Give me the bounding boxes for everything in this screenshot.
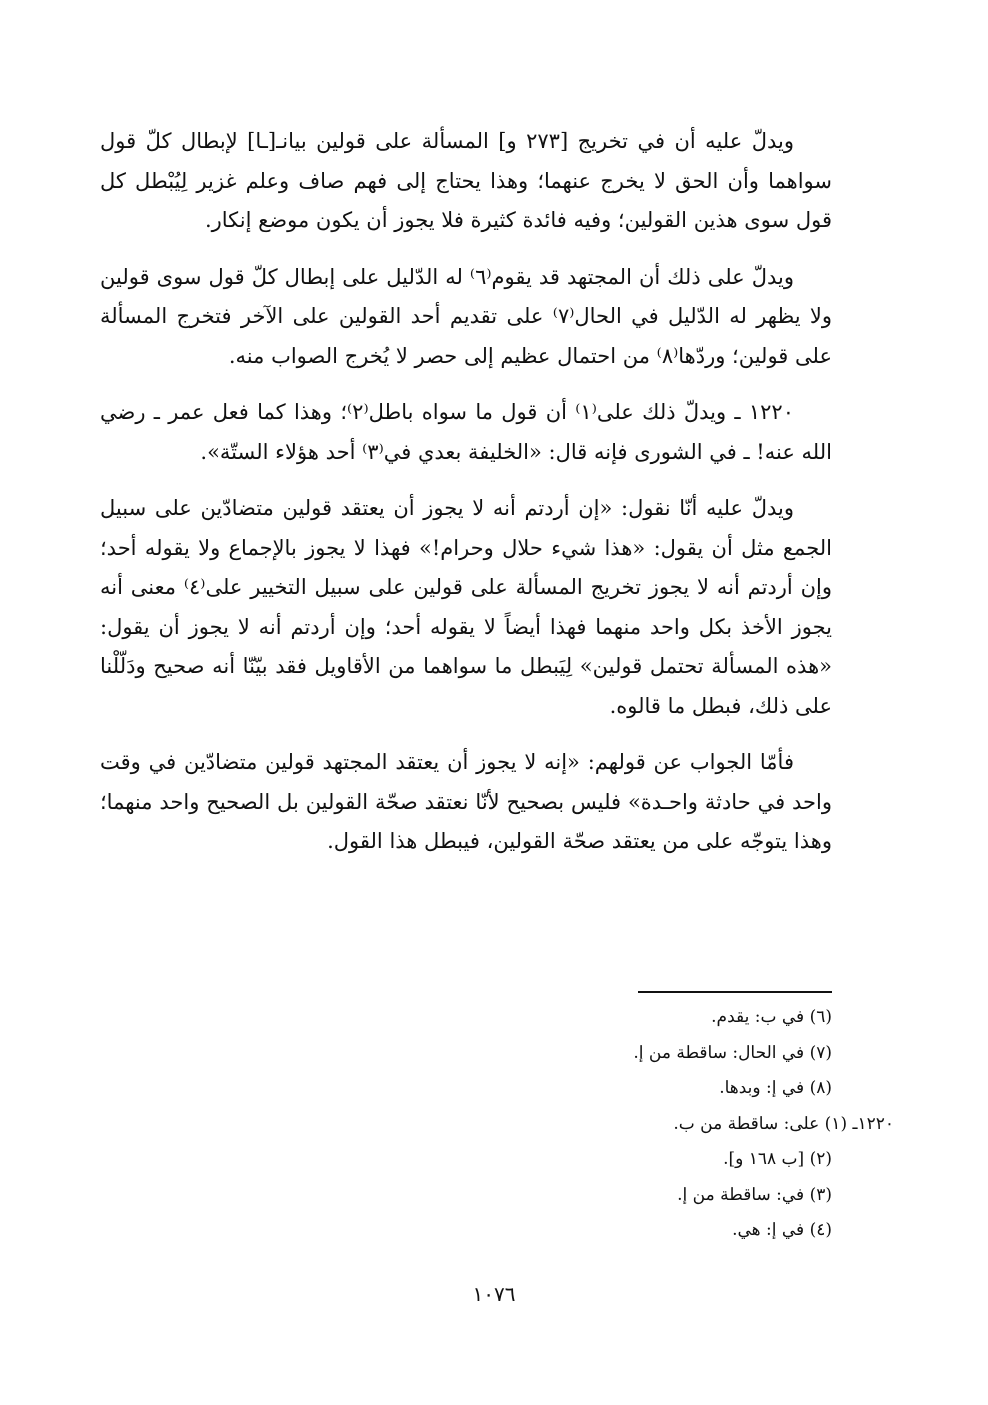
footnotes — [100, 1000, 894, 1249]
footnote-8: (٨) في إ: وبدها. — [719, 1078, 832, 1098]
footnote-1220-1: ١٢٢٠ـ (١) على: ساقطة من ب. — [673, 1113, 894, 1134]
footnote-6: (٦) في ب: يقدم. — [711, 1007, 832, 1027]
page-number: ١٠٧٦ — [472, 1282, 516, 1306]
paragraph-2: ويدلّ على ذلك أن المجتهد قد يقوم⁽٦⁾ له الدّليل على إبطال كلّ قول سوى قولين ولا يظهر له الدّليل في الحال⁽٧⁾ على تقديم أحد القولين على الآخر فتخرج المسألة على قولين؛ وردّها⁽٨⁾ من احتمال عظيم إلى حصر لا يُخرج الصواب منه. — [100, 264, 832, 368]
main-text — [100, 122, 832, 879]
paragraph-3: ١٢٢٠ ـ ويدلّ ذلك على⁽١⁾ أن قول ما سواه باطل⁽٢⁾؛ وهذا كما فعل عمر ـ رضي الله عنه! ـ في الشورى فإنه قال: «الخليفة بعدي في⁽٣⁾ أحد هؤلاء الستّة». — [100, 400, 832, 464]
footnote-1220-3: (٣) في: ساقطة من إ. — [677, 1184, 832, 1205]
paragraph-4: ويدلّ عليه أنّا نقول: «إن أردتم أنه لا يجوز أن يعتقد قولين متضادّين على سبيل الجمع مثل أن يقول: «هذا شيء حلال وحرام!» فهذا لا يجوز بالإجماع ولا يقوله أحد؛ وإن أردتم أنه لا يجوز تخريج المسألة على قولين على سبيل التخيير على⁽٤⁾ معنى أنه يجوز الأخذ بكل واحد منهما فهذا أيضاً لا يقوله أحد؛ وإن أردتم أنه لا يجوز أن يقول: «هذه المسألة تحتمل قولين» لِيَبطل ما سواهما من الأقاويل فقد بيّنّا أنه صحيح ودَلّلْنا على ذلك، فبطل ما قالوه. — [100, 496, 832, 718]
footnote-divider — [638, 991, 832, 993]
footnote-1220-4: (٤) في إ: هي. — [732, 1220, 832, 1240]
paragraph-1: ويدلّ عليه أن في تخريج [٢٧٣ و] المسألة على قولين بيانـ[ـا] لإبطال كلّ قول سواهما وأن الحق لا يخرج عنهما؛ وهذا يحتاج إلى فهم صاف وعلم غزير لِيُبْطل كل قول سوى هذين القولين؛ وفيه فائدة كثيرة فلا يجوز أن يكون موضع إنكار. — [100, 129, 832, 232]
footnote-1220-2: (٢) [ب ١٦٨ و]. — [723, 1149, 832, 1169]
footnote-7: (٧) في الحال: ساقطة من إ. — [633, 1042, 832, 1063]
paragraph-5: فأمّا الجواب عن قولهم: «إنه لا يجوز أن يعتقد المجتهد قولين متضادّين في وقت واحد في حادثة واحـدة» فليس بصحيح لأنّا نعتقد صحّة القولين بل الصحيح واحد منهما؛ وهذا يتوجّه على من يعتقد صحّة القولين، فيبطل هذا القول. — [100, 750, 832, 853]
